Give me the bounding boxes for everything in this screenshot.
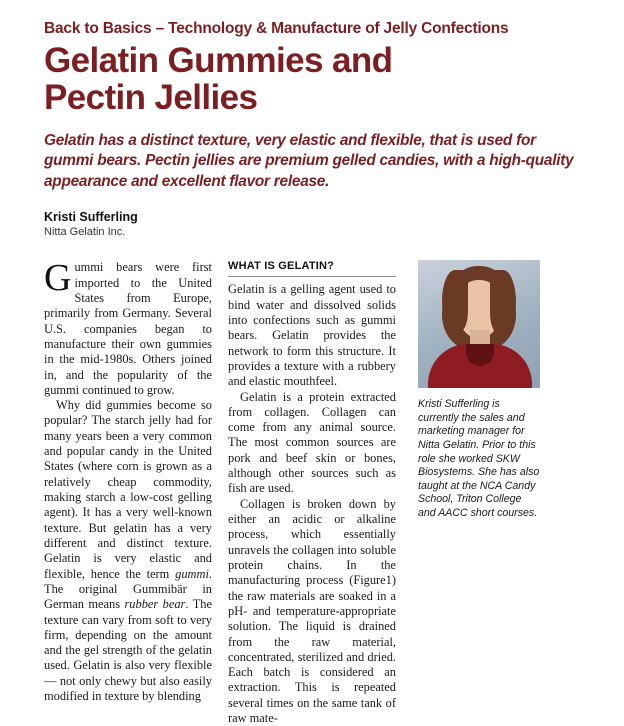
term-gummi: gummi xyxy=(175,566,209,581)
author-name: Kristi Sufferling xyxy=(44,210,138,225)
portrait-caption: Kristi Sufferling is currently the sales and marketing manager for Nitta Gelatin. Prior to this role she worked SKW Biosystems. She has also taught at the NCA Candy School, Triton College and AACC short courses. xyxy=(418,398,540,519)
author-portrait-photo xyxy=(418,260,540,388)
page-title xyxy=(44,42,580,117)
byline xyxy=(44,210,580,238)
paragraph-popularity-c: . The texture can vary from soft to very firm, depending on the amount and the gel strength of the gelatin used. Gelatin is also very flexible — not only chewy but also easily modified in texture by blending xyxy=(44,597,212,704)
drop-cap: G xyxy=(44,257,72,300)
paragraph-gelatin-definition: Gelatin is a gelling agent used to bind water and dissolved solids into confections such as gummi bears. Gelatin provides the network to form this structure. It provides a texture with a rubbery and elastic mouthfeel. xyxy=(228,282,396,389)
paragraph-popularity-b: . The original Gummibär in German means xyxy=(44,566,212,612)
column-middle xyxy=(228,260,396,726)
term-rubber-bear: rubber bear xyxy=(124,597,186,612)
paragraph-intro xyxy=(44,257,212,398)
column-left xyxy=(44,257,212,726)
paragraph-intro-text: ummi bears were first imported to the United States from Europe, primarily from Germany. Several U.S. companies began to manufacture their own gummies in the mid-1980s. Others joined in, and the popularity of the gummi continued to grow. xyxy=(44,260,212,397)
author-affiliation: Nitta Gelatin Inc. xyxy=(44,226,126,239)
paragraph-collagen-process: Collagen is broken down by either an acidic or alkaline process, which essentially unravels the collagen into soluble protein chains. In the manufacturing process (Figure1) the raw materials are soaked in a pH- and temperature-appropriate solution. The liquid is drained from the raw material, concentrated, sterilized and dried. Each batch is considered an extraction. This is repeated several times on the same tank of raw mate- xyxy=(228,496,396,726)
portrait-hair-right xyxy=(490,270,516,334)
portrait-hair-left xyxy=(442,270,468,332)
headline-line-1: Gelatin Gummies and xyxy=(44,41,393,80)
column-right xyxy=(412,260,544,726)
paragraph-gelatin-protein: Gelatin is a protein extracted from collagen. Collagen can come from any animal source. The most common sources are pork and beef skin or bones, although other sources such as fish are used. xyxy=(228,389,396,496)
headline-line-2: Pectin Jellies xyxy=(44,78,258,118)
paragraph-popularity-a: Why did gummies become so popular? The starch jelly had for many years been a very common and popular candy in the United States (where corn is grown as a relatively cheap commodity, making starch a low-cost gelling agent). It has a very well-known texture. But gelatin has a very different and distinct texture. Gelatin is very elastic and flexible, hence the term xyxy=(44,398,212,581)
article-columns xyxy=(44,257,580,726)
paragraph-popularity xyxy=(44,398,212,704)
article-kicker: Back to Basics – Technology & Manufacture of Jelly Confections xyxy=(44,20,509,37)
section-heading-what-is-gelatin: WHAT IS GELATIN? xyxy=(228,260,396,277)
article-deck: Gelatin has a distinct texture, very elastic and flexible, that is used for gummi bears. Pectin jellies are premium gelled candies, with a high-quality appearance and excellent flavor release. xyxy=(44,131,574,190)
